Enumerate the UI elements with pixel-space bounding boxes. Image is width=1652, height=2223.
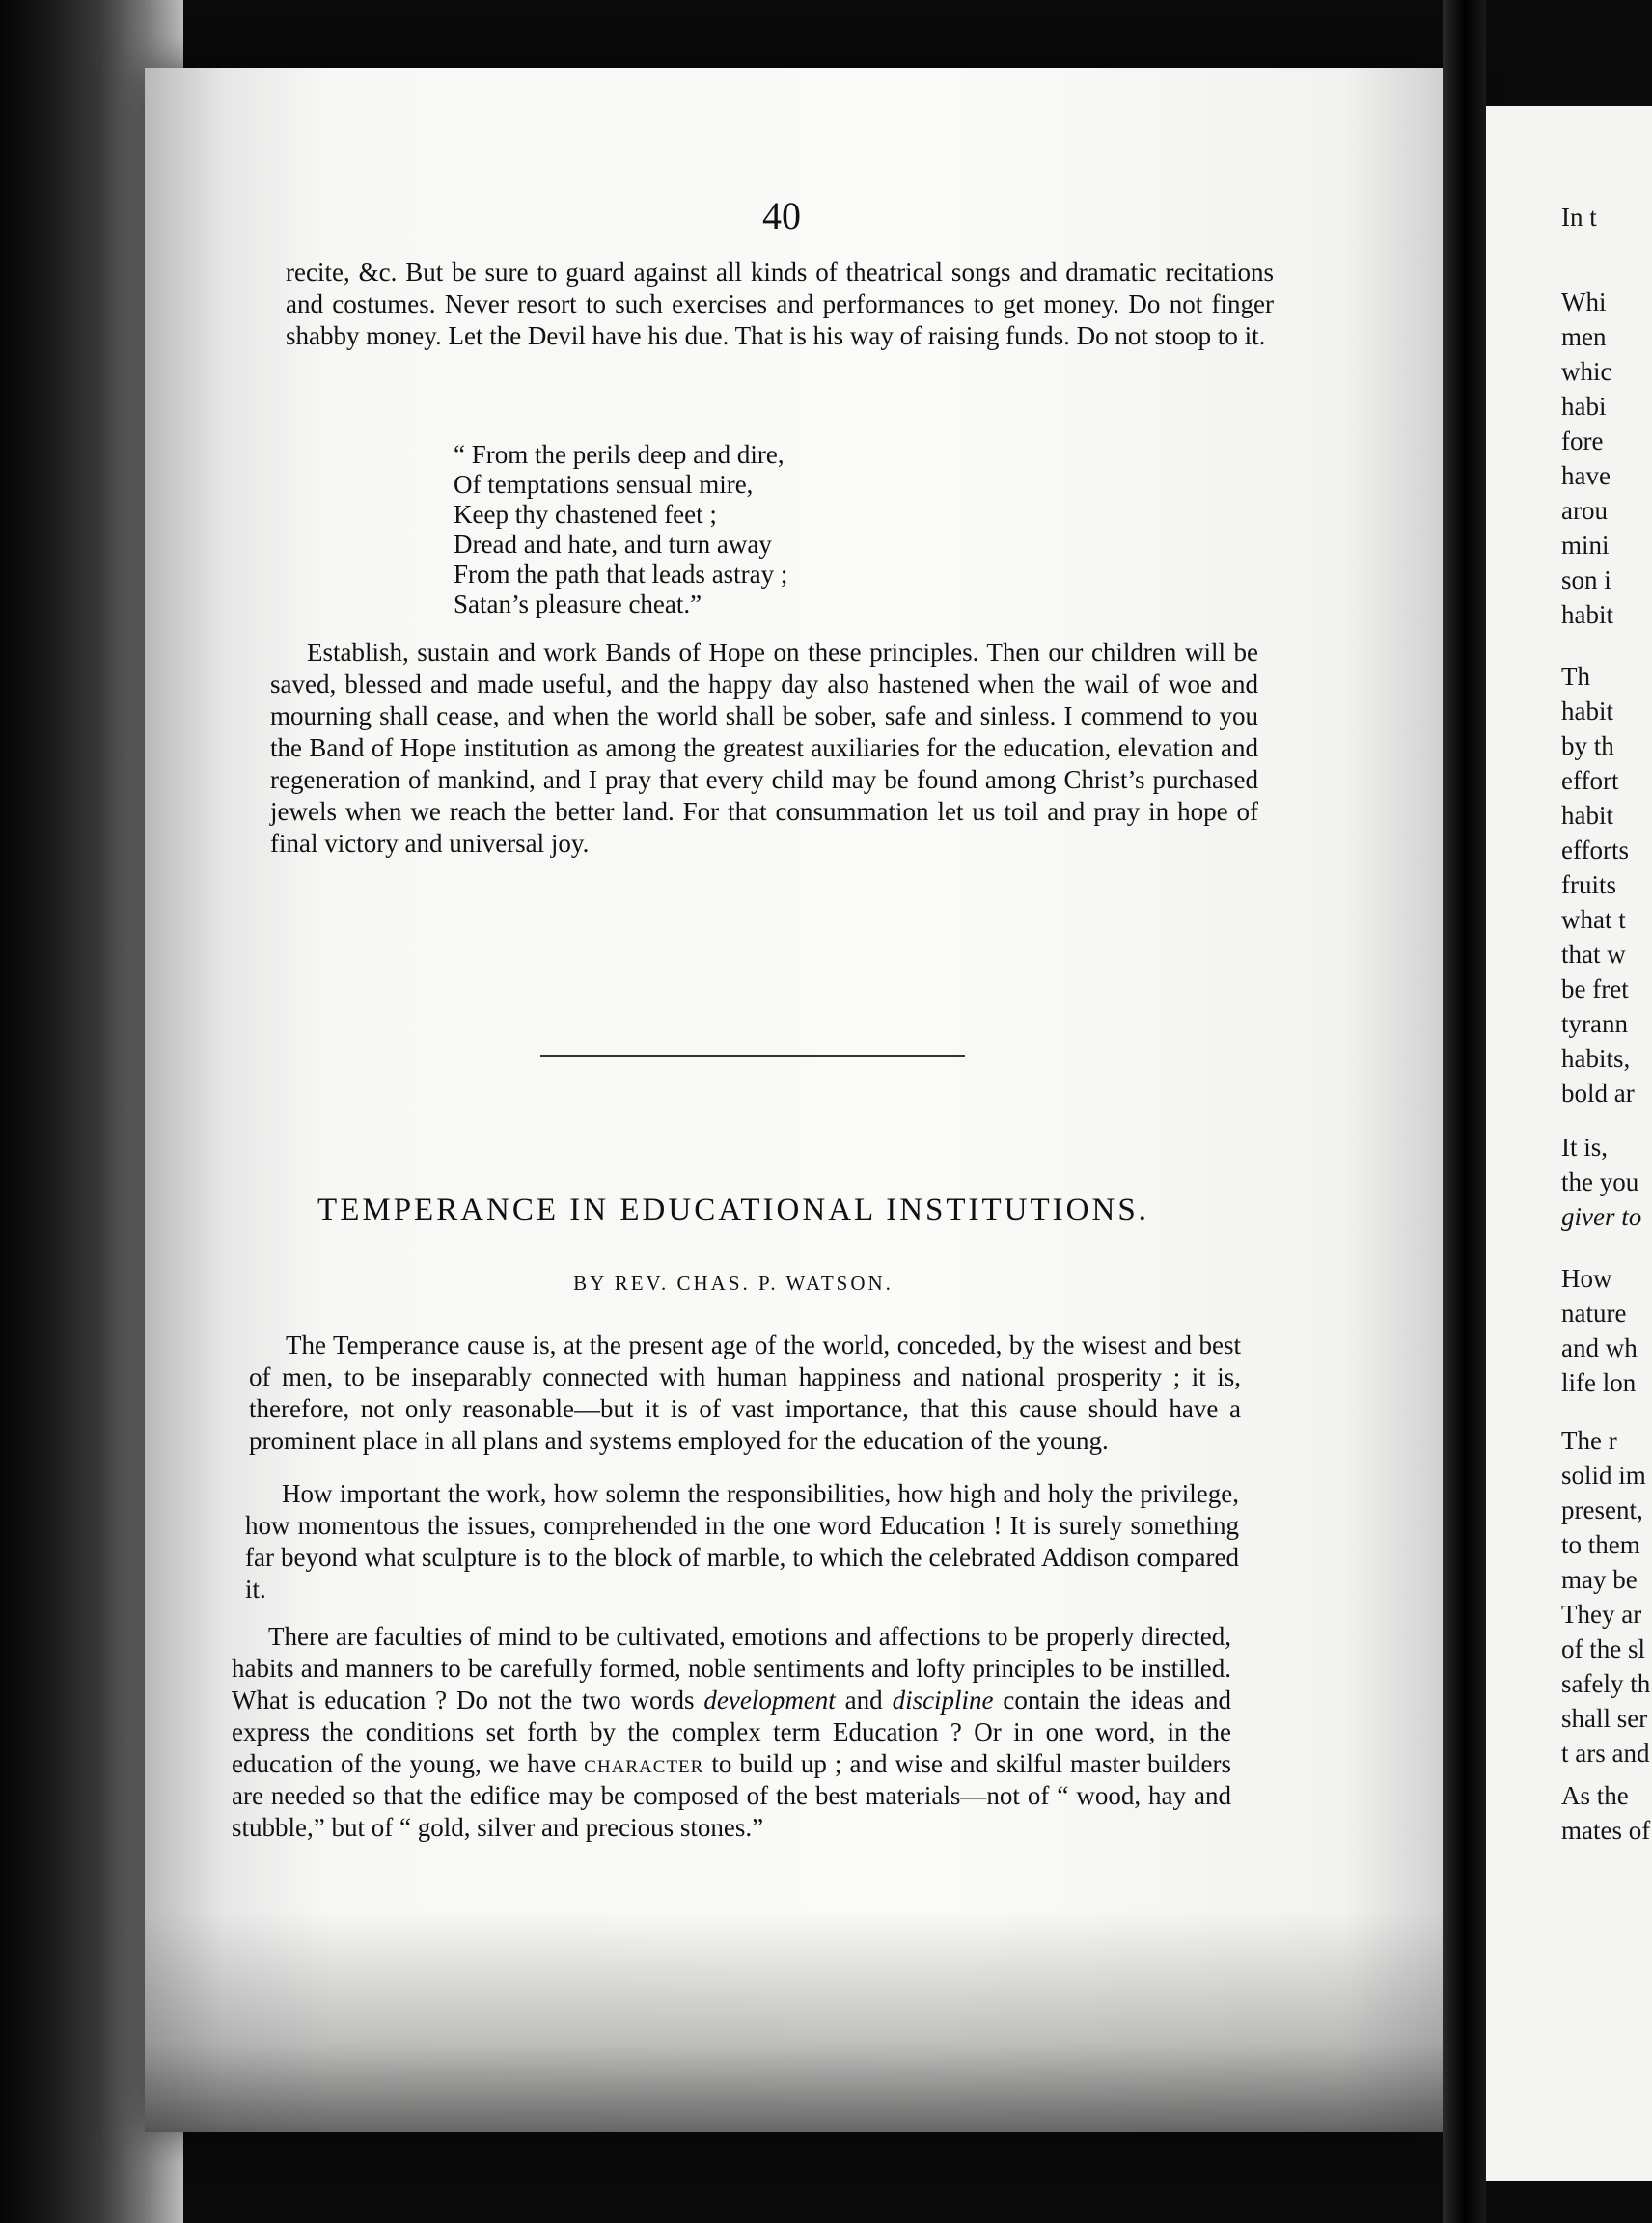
facing-page-line: arou: [1561, 496, 1608, 525]
facing-page-line: effort: [1561, 766, 1619, 795]
facing-page-line: mates of: [1561, 1816, 1651, 1845]
facing-page-line: habi: [1561, 392, 1607, 421]
poem-line: “ From the perils deep and dire,: [454, 440, 785, 469]
facing-page-line: Whi: [1561, 288, 1607, 316]
article-paragraph-3: [232, 1621, 1231, 1844]
facing-page-line: The r: [1561, 1426, 1617, 1455]
article-paragraph-2: How important the work, how solemn the responsibilities, how high and holy the privilege, how momentous the issues, comprehended in the one word Education ! It is surely something far beyond what sculpture is to the block of marble, to which the celebrated Addison compared it.: [245, 1479, 1239, 1604]
facing-page-line: men: [1561, 322, 1607, 351]
facing-page-line: tyrann: [1561, 1009, 1628, 1038]
emphasis-development: development: [703, 1686, 836, 1715]
page-edge-shadow: [145, 1910, 1447, 2132]
facing-page-line: life lon: [1561, 1368, 1637, 1397]
facing-page-line: In t: [1561, 203, 1597, 232]
facing-page-line: nature: [1561, 1299, 1627, 1328]
facing-page-line: what t: [1561, 905, 1626, 934]
poem-line: Of temptations sensual mire,: [454, 470, 754, 499]
facing-page-line: the you: [1561, 1167, 1639, 1196]
article-title: TEMPERANCE IN EDUCATIONAL INSTITUTIONS.: [317, 1193, 1149, 1227]
poem: [454, 440, 787, 619]
facing-page-line: that w: [1561, 940, 1626, 969]
facing-page-line: habit: [1561, 801, 1613, 830]
closing-paragraph: Establish, sustain and work Bands of Hope on these principles. Then our children will be saved, blessed and made useful, and the happy day also hastened when the wail of woe and mourning shall cease, and when the world shall be sober, safe and sinless. I commend to you the Band of Hope institution as among the greatest auxiliaries for the education, elevation and regeneration of mankind, and I pray that every child may be found among Christ’s purchased jewels when we reach the better land. For that consummation let us toil and pray in hope of final victory and universal joy.: [270, 638, 1258, 858]
article-byline: BY REV. CHAS. P. WATSON.: [573, 1272, 894, 1295]
facing-page-line: shall ser: [1561, 1704, 1648, 1733]
facing-page-line: safely th: [1561, 1669, 1651, 1698]
book-gutter: [1443, 0, 1486, 2223]
facing-page-line: habits,: [1561, 1044, 1631, 1073]
facing-page-line: Th: [1561, 662, 1590, 691]
facing-page-line: may be: [1561, 1565, 1638, 1594]
facing-page-line: to them: [1561, 1530, 1640, 1559]
poem-line: Keep thy chastened feet ;: [454, 500, 717, 529]
text-run: to build up ; and wise and skilful master builders are needed so that the edifice may be composed of the best materials—not of “ wood, hay and stubble,” but of “ gold, silver and precious stones.”: [232, 1749, 1231, 1842]
facing-page-line: mini: [1561, 531, 1610, 560]
facing-page-line: of the sl: [1561, 1634, 1645, 1663]
facing-page-line: t ars and: [1561, 1739, 1650, 1768]
facing-page-line: habit: [1561, 600, 1613, 629]
facing-page-line: present,: [1561, 1496, 1643, 1524]
facing-page-line: bold ar: [1561, 1079, 1635, 1108]
page-number: 40: [762, 194, 801, 237]
poem-line: Satan’s pleasure cheat.”: [454, 590, 702, 618]
facing-page-line: by th: [1561, 731, 1614, 760]
facing-page-line: solid im: [1561, 1461, 1646, 1490]
facing-page-line: As the: [1561, 1781, 1629, 1810]
facing-page-line: and wh: [1561, 1333, 1638, 1362]
facing-page-line: fore: [1561, 426, 1604, 455]
text-run: contain the ideas and express the conditions set forth by the complex term Education ? Or in one word, in the education of the young, we have: [232, 1686, 1232, 1778]
facing-page-line: How: [1561, 1264, 1612, 1293]
facing-page-line: They ar: [1561, 1600, 1642, 1629]
facing-page-line: be fret: [1561, 974, 1629, 1003]
facing-page-line: giver to: [1561, 1202, 1642, 1231]
facing-page-line: whic: [1561, 357, 1612, 386]
article-paragraph-1: The Temperance cause is, at the present age of the world, conceded, by the wisest and best of men, to be inseparably connected with human happiness and national prosperity ; it is, therefore, not only reasonable—but it is of vast importance, that this cause should have a prominent place in all plans and systems employed for the education of the young.: [249, 1331, 1241, 1455]
facing-page-line: habit: [1561, 697, 1613, 726]
facing-page: [1486, 106, 1652, 2181]
top-paragraph: recite, &c. But be sure to guard against all kinds of theatrical songs and dramatic recitations and costumes. Never resort to such exercises and performances to get money. Do not finger shabby money. Let the Devil have his due. That is his way of raising funds. Do not stoop to it.: [286, 258, 1274, 350]
facing-page-line: fruits: [1561, 870, 1616, 899]
smallcaps-character: character: [584, 1749, 704, 1778]
facing-page-line: efforts: [1561, 836, 1629, 864]
text-run: and: [835, 1686, 893, 1715]
emphasis-discipline: discipline: [892, 1686, 994, 1715]
facing-page-line: It is,: [1561, 1133, 1609, 1162]
section-divider: [540, 1055, 965, 1057]
text-run: There are faculties of mind to be cultivated, emotions and affections to be properly directed, habits and manners to be carefully formed, noble sentiments and lofty principles to be instilled. What is education ? Do not the two words: [232, 1622, 1231, 1715]
facing-page-line: have: [1561, 461, 1611, 490]
facing-page-line: son i: [1561, 565, 1611, 594]
poem-line: Dread and hate, and turn away: [454, 530, 772, 559]
poem-line: From the path that leads astray ;: [454, 560, 788, 589]
